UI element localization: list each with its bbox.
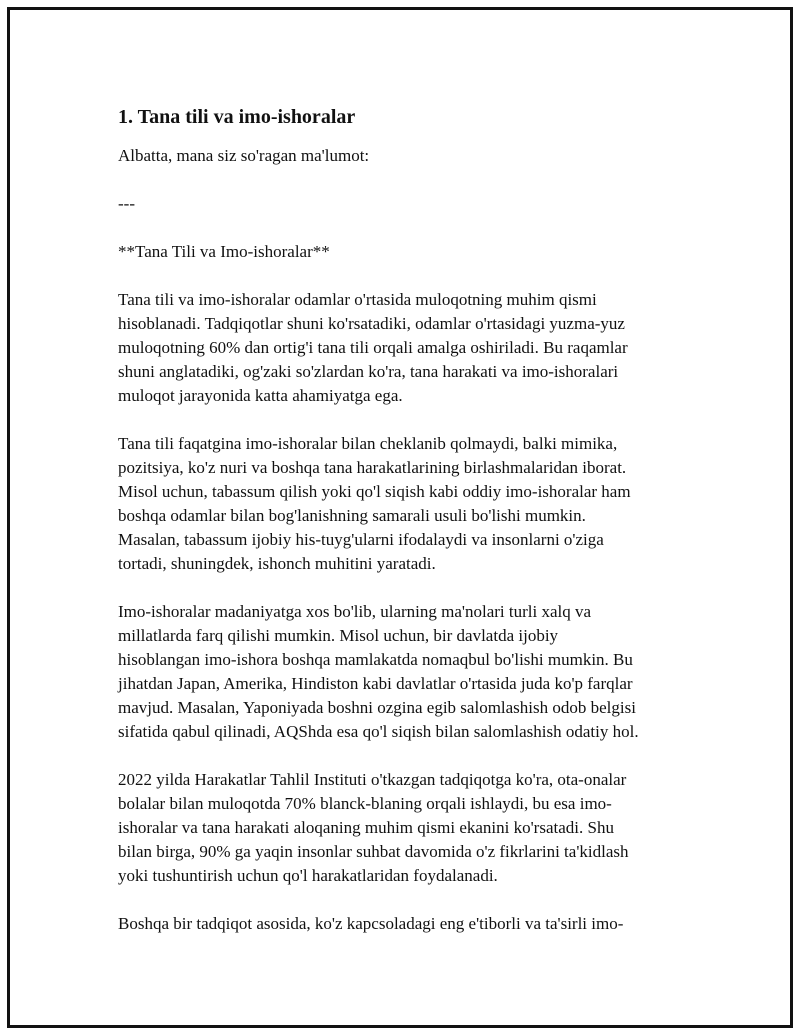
subtitle-line: **Tana Tili va Imo-ishoralar** bbox=[118, 242, 330, 261]
paragraph-4: 2022 yilda Harakatlar Tahlil Instituti o'tkazgan tadqiqotga ko'ra, ota-onalar bolalar bilan muloqotda 70% blanck-blaning orqali ishlaydi, bu esa imo- ishoralar va tana harakati aloqaning muhim qismi ekanini ko'rsatadi. Shu bilan birga, 90% ga yaqin insonlar suhbat davomida o'z fikrlarini ta'kidlash yoki tushuntirish uchun qo'l harakatlaridan foydalanadi. bbox=[118, 770, 629, 885]
section-heading: 1. Tana tili va imo-ishoralar bbox=[118, 106, 356, 128]
paragraph-3: Imo-ishoralar madaniyatga xos bo'lib, ularning ma'nolari turli xalq va millatlarda farq qilishi mumkin. Misol uchun, bir davlatda ijobiy hisoblangan imo-ishora boshqa mamlakatda nomaqbul bo'lishi mumkin. Bu jihatdan Japan, Amerika, Hindiston kabi davlatlar o'rtasida juda ko'p farqlar mavjud. Masalan, Yaponiyada boshni ozgina egib salomlashish odob belgisi sifatida qabul qilinadi, AQShda esa qo'l siqish bilan salomlashish odatiy hol. bbox=[118, 602, 639, 741]
page-frame bbox=[7, 7, 793, 1028]
document-body bbox=[118, 92, 708, 936]
paragraph-1: Tana tili va imo-ishoralar odamlar o'rtasida muloqotning muhim qismi hisoblanadi. Tadqiqotlar shuni ko'rsatadiki, odamlar o'rtasidagi yuzma-yuz muloqotning 60% dan ortig'i tana tili orqali amalga oshiriladi. Bu raqamlar shuni anglatadiki, og'zaki so'zlardan ko'ra, tana harakati va imo-ishoralari muloqot jarayonida katta ahamiyatga ega. bbox=[118, 290, 628, 405]
paragraph-5: Boshqa bir tadqiqot asosida, ko'z kapcsoladagi eng e'tiborli va ta'sirli imo- bbox=[118, 914, 624, 933]
separator-line: --- bbox=[118, 194, 135, 213]
intro-line: Albatta, mana siz so'ragan ma'lumot: bbox=[118, 146, 370, 165]
paragraph-2: Tana tili faqatgina imo-ishoralar bilan cheklanib qolmaydi, balki mimika, pozitsiya, ko'z nuri va boshqa tana harakatlarining birlashmalaridan iborat. Misol uchun, tabassum qilish yoki qo'l siqish kabi oddiy imo-ishoralar ham boshqa odamlar bilan bog'lanishning samarali usuli bo'lishi mumkin. Masalan, tabassum ijobiy his-tuyg'ularni ifodalaydi va insonlarni o'ziga tortadi, shuningdek, ishonch muhitini yaratadi. bbox=[118, 434, 631, 573]
